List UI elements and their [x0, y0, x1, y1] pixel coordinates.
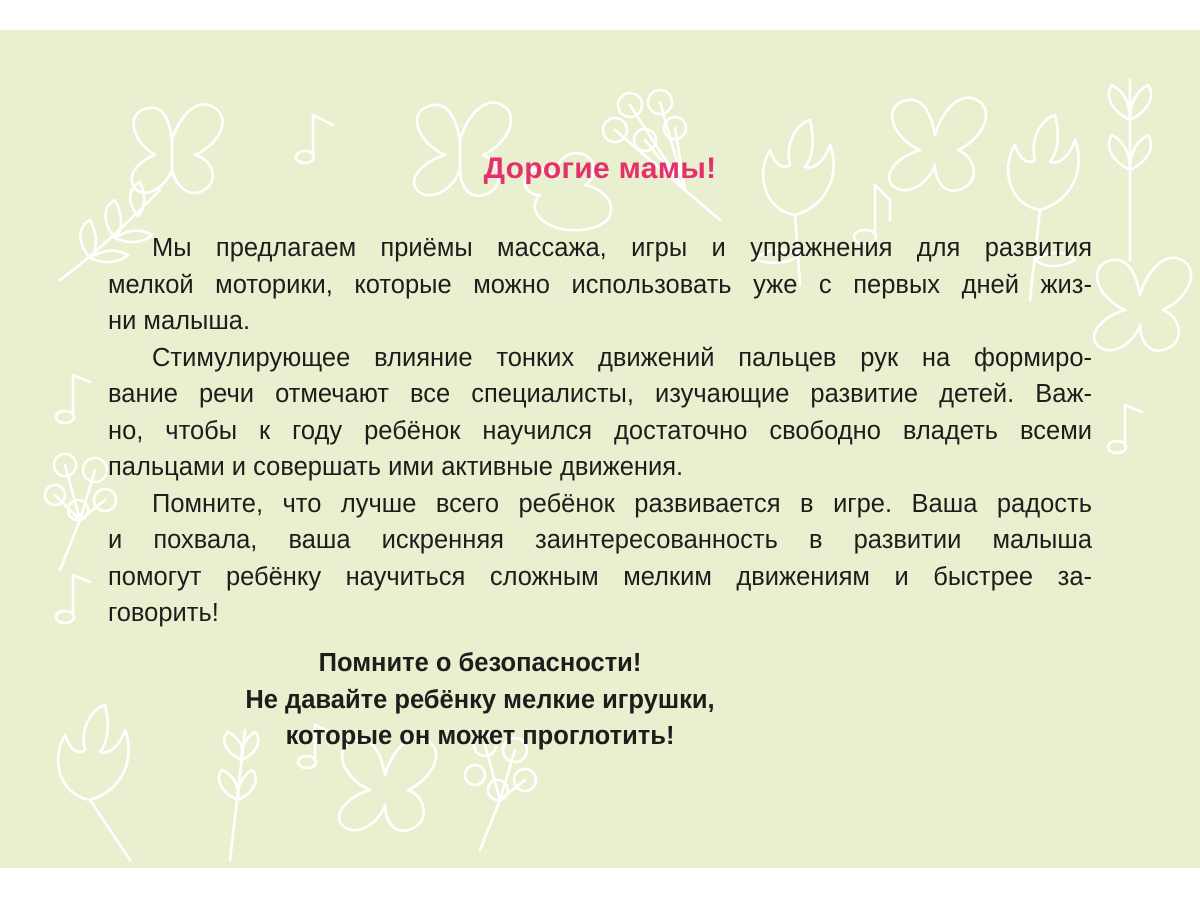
music-note-icon — [56, 575, 90, 623]
text-line: мелкой моторики, которые можно использовать уже с первых дней жиз- — [108, 270, 1092, 299]
text-line: ни малыша. — [108, 307, 251, 335]
music-note-icon — [56, 375, 90, 423]
article-body — [108, 230, 1092, 632]
text-line: Мы предлагаем приёмы массажа, игры и упражнения для развития — [152, 234, 1092, 262]
berry-cluster-icon — [45, 454, 116, 570]
text-line: но, чтобы к году ребёнок научился достаточно свободно владеть всеми — [108, 416, 1092, 445]
safety-warning — [0, 645, 1110, 755]
butterfly-icon — [1094, 258, 1191, 351]
paragraph-2 — [108, 340, 1092, 486]
text-line: вание речи отмечают все специалисты, изучающие развитие детей. Важ- — [108, 380, 1092, 408]
text-line: Помните, что лучше всего ребёнок развивается в игре. Ваша радость — [152, 489, 1092, 518]
text-line: Стимулирующее влияние тонких движений пальцев рук на формиро- — [152, 343, 1092, 372]
paragraph-3 — [108, 486, 1092, 632]
page-title: Дорогие мамы! — [483, 152, 717, 185]
text-line: пальцами и совершать ими активные движения. — [108, 453, 684, 481]
music-note-icon — [1108, 405, 1142, 453]
text-line: говорить! — [108, 599, 219, 627]
warning-line: Помните о безопасности! — [318, 649, 642, 677]
content-panel — [0, 30, 1200, 868]
warning-line: Не давайте ребёнку мелкие игрушки, — [245, 685, 715, 714]
paragraph-1 — [108, 230, 1092, 340]
text-line: помогут ребёнку научиться сложным мелким движениям и быстрее за- — [108, 562, 1092, 591]
warning-line: которые он может проглотить! — [285, 722, 675, 750]
text-line: и похвала, ваша искренняя заинтересованность в развитии малыша — [108, 526, 1092, 554]
